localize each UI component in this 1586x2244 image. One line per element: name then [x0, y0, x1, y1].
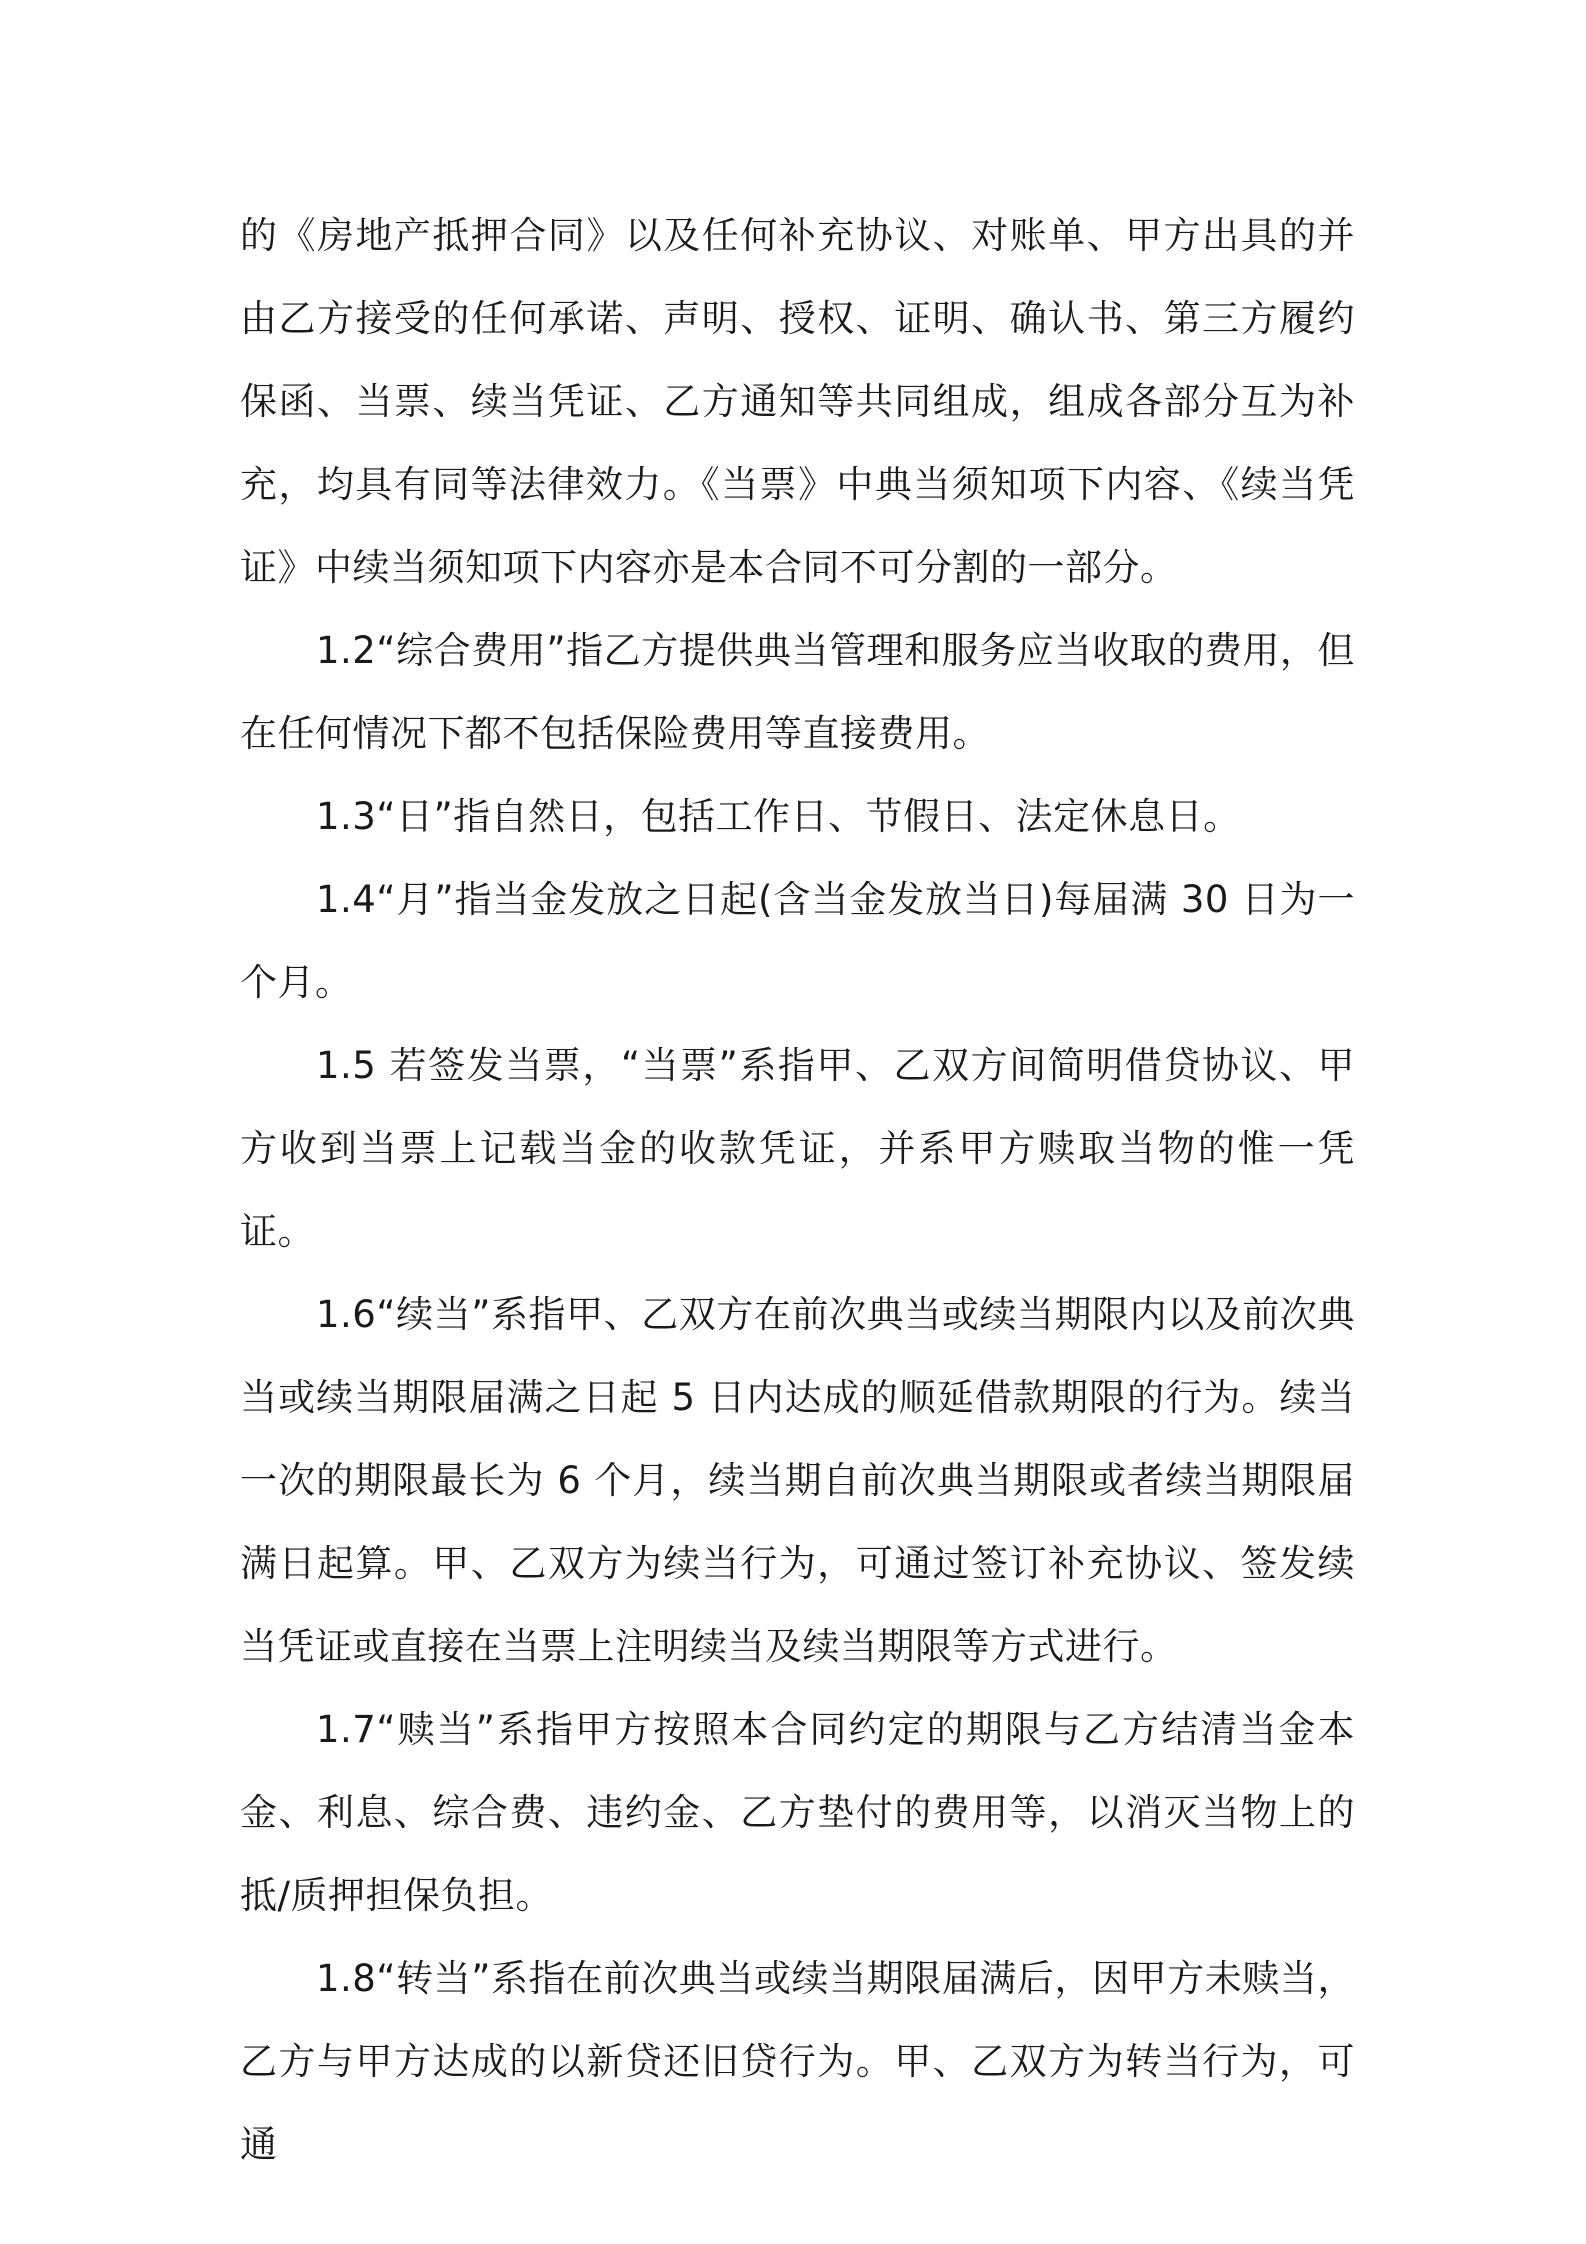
- paragraph-1-3-day: 1.3“日”指自然日，包括工作日、节假日、法定休息日。: [316, 795, 1241, 838]
- paragraph-1-continuation: 的《房地产抵押合同》以及任何补充协议、对账单、甲方出具的并由乙方接受的任何承诺、声明、授权、证明、确认书、第三方履约保函、当票、续当凭证、乙方通知等共同组成，组成各部分互为补充，均具有同等法律效力。《当票》中典当须知项下内容、《续当凭证》中续当须知项下内容亦是本合同不可分割的一部分。: [240, 214, 1355, 589]
- paragraph-1-8-transfer: 1.8“转当”系指在前次典当或续当期限届满后，因甲方未赎当，乙方与甲方达成的以新贷还旧贷行为。甲、乙双方为转当行为，可通: [240, 1957, 1355, 2166]
- contract-text-body: [240, 194, 1355, 2186]
- paragraph-1-2-comprehensive-fee: 1.2“综合费用”指乙方提供典当管理和服务应当收取的费用，但在任何情况下都不包括保险费用等直接费用。: [240, 629, 1355, 755]
- paragraph-1-5-pawn-ticket: 1.5 若签发当票，“当票”系指甲、乙双方间简明借贷协议、甲方收到当票上记载当金的收款凭证，并系甲方赎取当物的惟一凭证。: [240, 1044, 1355, 1253]
- paragraph-1-7-redemption: 1.7“赎当”系指甲方按照本合同约定的期限与乙方结清当金本金、利息、综合费、违约金、乙方垫付的费用等，以消灭当物上的抵/质押担保负担。: [240, 1708, 1355, 1917]
- paragraph-1-4-month: 1.4“月”指当金发放之日起(含当金发放当日)每届满 30 日为一个月。: [240, 878, 1355, 1004]
- paragraph-1-6-renewal: 1.6“续当”系指甲、乙双方在前次典当或续当期限内以及前次典当或续当期限届满之日起 5 日内达成的顺延借款期限的行为。续当一次的期限最长为 6 个月，续当期自前次典当期限或者续当期限届满日起算。甲、乙双方为续当行为，可通过签订补充协议、签发续当凭证或直接在当票上注明续当及续当期限等方式进行。: [240, 1293, 1355, 1668]
